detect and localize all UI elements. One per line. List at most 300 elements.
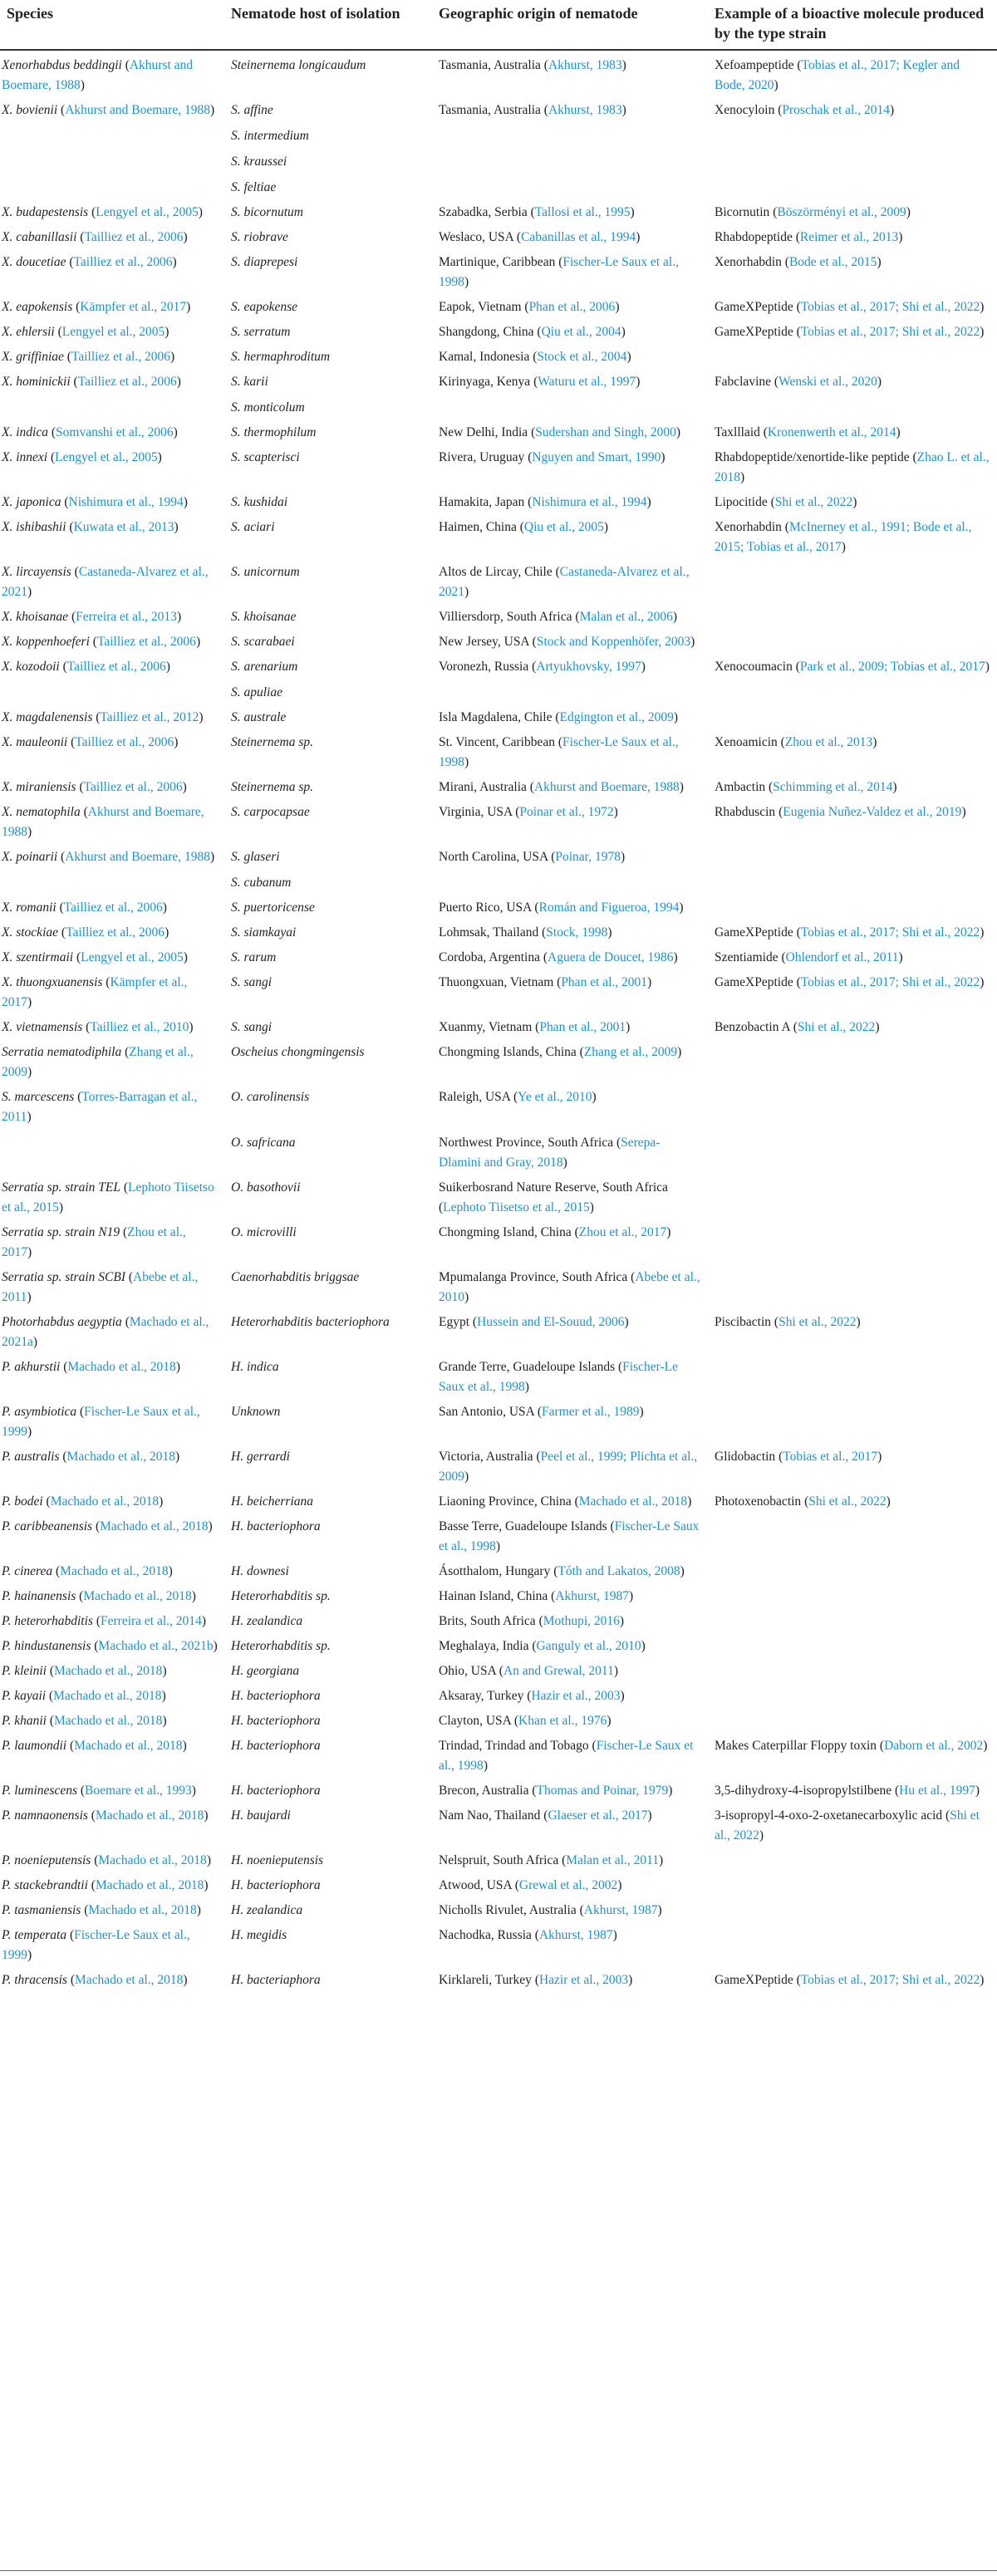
- species-name: X. thuongxuanensis: [2, 975, 103, 989]
- molecule-reference-link[interactable]: Tobias et al., 2017; Shi et al., 2022: [800, 975, 980, 989]
- origin-reference-link[interactable]: Thomas and Poinar, 1979: [536, 1784, 669, 1798]
- species-name: X. kozodoii: [2, 660, 60, 674]
- geographic-origin-cell: Haimen, China (Qiu et al., 2005): [439, 520, 609, 534]
- nematode-host-cell: [224, 488, 432, 513]
- origin-reference-link[interactable]: Akhurst, 1983: [548, 58, 622, 72]
- table-row: [0, 1557, 997, 1582]
- species-reference-link[interactable]: Machado et al., 2018: [83, 1589, 192, 1603]
- table-row: [0, 652, 997, 677]
- nematode-host-cell: [224, 1681, 432, 1706]
- table-row: [0, 867, 997, 893]
- origin-location: Ohio, USA: [439, 1664, 496, 1678]
- nematode-host-name: S. kraussei: [231, 155, 287, 169]
- nematode-host-cell: [224, 223, 432, 248]
- molecule-name: Xenoamicin: [715, 735, 778, 749]
- species-reference-link[interactable]: Tailliez et al., 2010: [90, 1020, 189, 1034]
- origin-reference-link[interactable]: Sudershan and Singh, 2000: [535, 425, 676, 439]
- molecule-reference-link[interactable]: Bode et al., 2015: [788, 255, 877, 269]
- molecule-reference-link[interactable]: Tobias et al., 2017; Shi et al., 2022: [800, 1973, 980, 1987]
- nematode-host-cell: [224, 1557, 432, 1582]
- species-reference-link[interactable]: Machado et al., 2018: [95, 1808, 204, 1823]
- origin-reference-link[interactable]: Akhurst, 1987: [583, 1903, 658, 1917]
- geographic-origin-cell: Altos de Lircay, Chile (Castaneda-Alvarez et al., 2021): [439, 565, 690, 599]
- nematode-host-name: H. noenieputensis: [231, 1853, 324, 1867]
- molecule-reference-link[interactable]: Zhao L. et al., 2018: [715, 450, 990, 484]
- origin-reference-link[interactable]: Phan et al., 2001: [561, 975, 648, 989]
- geographic-origin-cell: New Jersey, USA (Stock and Koppenhöfer, 2003): [439, 635, 695, 649]
- species-cell: P. bodei (Machado et al., 2018): [2, 1494, 164, 1509]
- table-row: [0, 943, 997, 968]
- nematode-host-cell: [224, 1607, 432, 1631]
- molecule-reference-link[interactable]: Kronenwerth et al., 2014: [767, 425, 896, 439]
- species-reference-link[interactable]: Machado et al., 2018: [60, 1564, 169, 1578]
- species-cell: Xenorhabdus beddingii (Akhurst and Boemare, 1988): [2, 58, 194, 92]
- molecule-reference-link[interactable]: Tobias et al., 2017; Shi et al., 2022: [800, 300, 980, 314]
- origin-reference-link[interactable]: Grewal et al., 2002: [518, 1878, 618, 1892]
- species-reference-link[interactable]: Akhurst and Boemare, 1988: [2, 805, 204, 839]
- species-reference-link[interactable]: Kämpfer et al., 2017: [2, 975, 188, 1009]
- table-header-row: [0, 0, 997, 50]
- species-reference-link[interactable]: Lengyel et al., 2005: [81, 950, 184, 964]
- geographic-origin-cell: Suikerbosrand Nature Reserve, South Africa (Lephoto Tiisetso et al., 2015): [439, 1180, 668, 1214]
- bioactive-molecule-cell: Xenocoumacin (Park et al., 2009; Tobias et al., 2017): [715, 660, 990, 674]
- origin-reference-link[interactable]: Stock, 1998: [546, 925, 608, 940]
- species-name: X. khoisanae: [2, 610, 69, 624]
- molecule-reference-link[interactable]: Daborn et al., 2002: [884, 1739, 984, 1753]
- species-cell: Serratia nematodiphila (Zhang et al., 2009): [2, 1045, 194, 1079]
- origin-reference-link[interactable]: Khan et al., 1976: [518, 1714, 607, 1728]
- bioactive-molecule-cell: [708, 342, 997, 367]
- nematode-host-cell: [224, 842, 432, 867]
- origin-location: Rivera, Uruguay: [439, 450, 525, 464]
- species-cell: Serratia sp. strain TEL (Lephoto Tiisetso et al., 2015): [2, 1180, 214, 1214]
- species-reference-link[interactable]: Tailliez et al., 2006: [77, 375, 177, 389]
- species-reference-link[interactable]: Machado et al., 2018: [53, 1689, 162, 1703]
- geographic-origin-cell: Basse Terre, Guadeloupe Islands (Fischer-Le Saux et al., 1998): [439, 1519, 700, 1553]
- origin-location: Mirani, Australia: [439, 780, 527, 794]
- species-reference-link[interactable]: Boemare et al., 1993: [85, 1784, 192, 1798]
- species-reference-link[interactable]: Lephoto Tiisetso et al., 2015: [2, 1180, 214, 1214]
- table-row: [0, 1776, 997, 1801]
- nematode-host-name: S. serratum: [231, 325, 291, 339]
- nematode-host-name: S. feltiae: [231, 180, 277, 194]
- origin-reference-link[interactable]: Román and Figueroa, 1994: [538, 900, 680, 915]
- molecule-name: Piscibactin: [715, 1315, 772, 1329]
- origin-reference-link[interactable]: Fischer-Le Saux et al., 1998: [439, 1360, 678, 1394]
- nematode-host-cell: [224, 1731, 432, 1776]
- molecule-reference-link[interactable]: Shi et al., 2022: [797, 1020, 876, 1034]
- origin-reference-link[interactable]: Hazir et al., 2003: [531, 1689, 621, 1703]
- bioactive-molecule-cell: GameXPeptide (Tobias et al., 2017; Shi et al., 2022): [715, 975, 985, 989]
- molecule-reference-link[interactable]: Wenski et al., 2020: [778, 375, 877, 389]
- origin-reference-link[interactable]: Peel et al., 1999; Plichta et al., 2009: [439, 1450, 698, 1484]
- molecule-reference-link[interactable]: Tobias et al., 2017; Kegler and Bode, 2020: [715, 58, 960, 92]
- species-reference-link[interactable]: Tailliez et al., 2006: [84, 230, 184, 244]
- molecule-reference-link[interactable]: Shi et al., 2022: [778, 1315, 857, 1329]
- origin-reference-link[interactable]: Akhurst and Boemare, 1988: [533, 780, 680, 794]
- molecule-reference-link[interactable]: Zhou et al., 2013: [784, 735, 873, 749]
- origin-reference-link[interactable]: Lephoto Tiisetso et al., 2015: [443, 1200, 590, 1214]
- species-cell: X. thuongxuanensis (Kämpfer et al., 2017): [2, 975, 188, 1009]
- origin-reference-link[interactable]: An and Grewal, 2011: [503, 1664, 614, 1678]
- nematode-host-cell: [224, 797, 432, 842]
- species-reference-link[interactable]: Tailliez et al., 2006: [75, 735, 174, 749]
- origin-reference-link[interactable]: Waturu et al., 1997: [538, 375, 636, 389]
- table-row: [0, 1173, 997, 1218]
- species-name: P. khanii: [2, 1714, 47, 1728]
- species-reference-link[interactable]: Akhurst and Boemare, 1988: [2, 58, 194, 92]
- nematode-host-cell: [224, 968, 432, 1013]
- origin-reference-link[interactable]: Malan et al., 2011: [566, 1853, 660, 1867]
- molecule-reference-link[interactable]: Proschak et al., 2014: [782, 103, 890, 117]
- bioactive-molecule-cell: Ambactin (Schimming et al., 2014): [715, 780, 897, 794]
- origin-reference-link[interactable]: Tallosi et al., 1995: [534, 205, 631, 219]
- molecule-reference-link[interactable]: Hu et al., 1997: [899, 1784, 975, 1798]
- geographic-origin-cell: Egypt (Hussein and El-Souud, 2006): [439, 1315, 629, 1329]
- origin-location: Nicholls Rivulet, Australia: [439, 1903, 577, 1917]
- molecule-reference-link[interactable]: Reimer et al., 2013: [799, 230, 899, 244]
- bioactive-molecule-cell: GameXPeptide (Tobias et al., 2017; Shi et al., 2022): [715, 300, 985, 314]
- species-name: S. marcescens: [2, 1090, 75, 1104]
- nematode-host-cell: [224, 627, 432, 652]
- table-row: [0, 968, 997, 1013]
- geographic-origin-cell: Puerto Rico, USA (Román and Figueroa, 1994): [439, 900, 684, 915]
- species-reference-link[interactable]: Akhurst and Boemare, 1988: [65, 850, 210, 864]
- bioactive-molecule-cell: [708, 1681, 997, 1706]
- nematode-host-name: S. australe: [231, 710, 287, 724]
- origin-reference-link[interactable]: Fischer-Le Saux et al., 1998: [439, 735, 679, 769]
- header-nematode-host: Nematode host of isolation: [224, 0, 432, 50]
- origin-reference-link[interactable]: Ganguly et al., 2010: [536, 1639, 641, 1653]
- origin-reference-link[interactable]: Malan et al., 2006: [579, 610, 673, 624]
- species-name: X. ehlersii: [2, 325, 55, 339]
- species-reference-link[interactable]: Machado et al., 2018: [54, 1714, 163, 1728]
- species-name: P. australis: [2, 1450, 60, 1464]
- table-row: [0, 1801, 997, 1846]
- species-cell: X. romanii (Tailliez et al., 2006): [2, 900, 167, 915]
- species-reference-link[interactable]: Tailliez et al., 2006: [96, 635, 196, 649]
- origin-reference-link[interactable]: Nishimura et al., 1994: [532, 495, 647, 509]
- table-row: [0, 1607, 997, 1631]
- species-reference-link[interactable]: Lengyel et al., 2005: [55, 450, 158, 464]
- species-reference-link[interactable]: Tailliez et al., 2006: [66, 925, 165, 940]
- origin-reference-link[interactable]: Serepa-Dlamini and Gray, 2018: [439, 1136, 661, 1170]
- species-reference-link[interactable]: Machado et al., 2021b: [98, 1639, 214, 1653]
- bioactive-molecule-cell: [708, 1582, 997, 1607]
- species-reference-link[interactable]: Kämpfer et al., 2017: [80, 300, 187, 314]
- geographic-origin-cell: Nicholls Rivulet, Australia (Akhurst, 1987): [439, 1903, 662, 1917]
- bioactive-molecule-cell: GameXPeptide (Tobias et al., 2017; Shi et al., 2022): [715, 325, 985, 339]
- molecule-name: Ambactin: [715, 780, 766, 794]
- molecule-reference-link[interactable]: Tobias et al., 2017; Shi et al., 2022: [800, 325, 980, 339]
- origin-reference-link[interactable]: Machado et al., 2018: [578, 1494, 688, 1509]
- nematode-host-cell: [224, 1582, 432, 1607]
- bioactive-molecule-cell: Makes Caterpillar Floppy toxin (Daborn et al., 2002): [715, 1739, 988, 1753]
- origin-location: Hamakita, Japan: [439, 495, 525, 509]
- species-reference-link[interactable]: Fischer-Le Saux et al., 1999: [2, 1928, 190, 1962]
- geographic-origin-cell: Chongming Island, China (Zhou et al., 2017): [439, 1225, 671, 1239]
- origin-reference-link[interactable]: Abebe et al., 2010: [439, 1270, 700, 1304]
- origin-reference-link[interactable]: Stock and Koppenhöfer, 2003: [536, 635, 691, 649]
- origin-reference-link[interactable]: Artyukhovsky, 1997: [536, 660, 641, 674]
- molecule-reference-link[interactable]: Shi et al., 2022: [808, 1494, 886, 1509]
- species-reference-link[interactable]: Somvanshi et al., 2006: [56, 425, 174, 439]
- origin-reference-link[interactable]: Nguyen and Smart, 1990: [532, 450, 661, 464]
- origin-reference-link[interactable]: Ye et al., 2010: [518, 1090, 592, 1104]
- nematode-host-name: Steinernema sp.: [231, 735, 314, 749]
- origin-reference-link[interactable]: Tóth and Lakatos, 2008: [557, 1564, 680, 1578]
- nematode-host-name: S. diaprepesi: [231, 255, 298, 269]
- table-row: [0, 1631, 997, 1656]
- nematode-host-cell: [224, 1487, 432, 1512]
- nematode-host-name: S. apuliae: [231, 685, 282, 699]
- nematode-host-name: Heterorhabditis sp.: [231, 1589, 331, 1603]
- molecule-reference-link[interactable]: Böszörményi et al., 2009: [777, 205, 906, 219]
- species-reference-link[interactable]: Zhou et al., 2017: [2, 1225, 186, 1259]
- table-row: [0, 627, 997, 652]
- nematode-host-name: H. megidis: [231, 1928, 287, 1942]
- geographic-origin-cell: [432, 120, 708, 146]
- bioactive-molecule-cell: [708, 1127, 997, 1173]
- species-cell: X. magdalenensis (Tailliez et al., 2012): [2, 710, 204, 724]
- origin-reference-link[interactable]: Farmer et al., 1989: [542, 1405, 640, 1419]
- species-name: P. asymbiotica: [2, 1405, 77, 1419]
- species-cell: [0, 172, 224, 198]
- bioactive-molecule-cell: Szentiamide (Ohlendorf et al., 2011): [715, 950, 903, 964]
- table-row: [0, 557, 997, 602]
- molecule-name: Fabclavine: [715, 375, 772, 389]
- species-reference-link[interactable]: Machado et al., 2018: [75, 1973, 184, 1987]
- species-name: P. kayaii: [2, 1689, 47, 1703]
- species-cell: [0, 120, 224, 146]
- species-cell: X. mauleonii (Tailliez et al., 2006): [2, 735, 179, 749]
- nematode-host-name: S. siamkayai: [231, 925, 297, 940]
- origin-reference-link[interactable]: Fischer-Le Saux et al., 1998: [439, 1739, 694, 1773]
- origin-reference-link[interactable]: Aguera de Doucet, 1986: [548, 950, 674, 964]
- geographic-origin-cell: Rivera, Uruguay (Nguyen and Smart, 1990): [439, 450, 665, 464]
- species-cell: P. hindustanensis (Machado et al., 2021b): [2, 1639, 218, 1653]
- table-row: [0, 773, 997, 797]
- species-reference-link[interactable]: Tailliez et al., 2006: [66, 660, 166, 674]
- species-cell: X. innexi (Lengyel et al., 2005): [2, 450, 162, 464]
- table-row: [0, 1965, 997, 1992]
- species-cell: P. laumondii (Machado et al., 2018): [2, 1739, 187, 1753]
- nematode-host-cell: [224, 1631, 432, 1656]
- species-reference-link[interactable]: Kuwata et al., 2013: [73, 520, 174, 534]
- species-reference-link[interactable]: Fischer-Le Saux et al., 1999: [2, 1405, 200, 1439]
- species-reference-link[interactable]: Ferreira et al., 2014: [101, 1614, 202, 1628]
- nematode-host-cell: [224, 1038, 432, 1082]
- molecule-name: GameXPeptide: [715, 300, 793, 314]
- species-name: P. cinerea: [2, 1564, 53, 1578]
- species-cell: X. nematophila (Akhurst and Boemare, 1988): [2, 805, 204, 839]
- table-row: [0, 1921, 997, 1965]
- geographic-origin-cell: New Delhi, India (Sudershan and Singh, 2000): [439, 425, 681, 439]
- origin-reference-link[interactable]: Zhou et al., 2017: [578, 1225, 667, 1239]
- species-name: Serratia sp. strain TEL: [2, 1180, 120, 1195]
- molecule-reference-link[interactable]: Ohlendorf et al., 2011: [785, 950, 899, 964]
- species-reference-link[interactable]: Machado et al., 2018: [88, 1903, 197, 1917]
- geographic-origin-cell: Kirinyaga, Kenya (Waturu et al., 1997): [439, 375, 641, 389]
- species-reference-link[interactable]: Machado et al., 2018: [98, 1853, 207, 1867]
- molecule-reference-link[interactable]: Schimming et al., 2014: [773, 780, 893, 794]
- geographic-origin-cell: Szabadka, Serbia (Tallosi et al., 1995): [439, 205, 635, 219]
- geographic-origin-cell: Weslaco, USA (Cabanillas et al., 1994): [439, 230, 641, 244]
- species-reference-link[interactable]: Machado et al., 2018: [50, 1494, 160, 1509]
- origin-reference-link[interactable]: Edgington et al., 2009: [559, 710, 674, 724]
- species-name: Serratia sp. strain SCBI: [2, 1270, 125, 1284]
- species-reference-link[interactable]: Machado et al., 2018: [74, 1739, 183, 1753]
- species-reference-link[interactable]: Machado et al., 2018: [67, 1360, 176, 1374]
- species-name: X. japonica: [2, 495, 61, 509]
- species-name: P. laumondii: [2, 1739, 67, 1753]
- geographic-origin-cell: Aksaray, Turkey (Hazir et al., 2003): [439, 1689, 625, 1703]
- origin-reference-link[interactable]: Qiu et al., 2005: [523, 520, 604, 534]
- origin-reference-link[interactable]: Poinar, 1978: [555, 850, 621, 864]
- species-reference-link[interactable]: Machado et al., 2018: [100, 1519, 209, 1533]
- geographic-origin-cell: Mirani, Australia (Akhurst and Boemare, 1988): [439, 780, 684, 794]
- molecule-reference-link[interactable]: McInerney et al., 1991; Bode et al., 2015; Tobias et al., 2017: [715, 520, 972, 554]
- geographic-origin-cell: North Carolina, USA (Poinar, 1978): [439, 850, 626, 864]
- origin-reference-link[interactable]: Phan et al., 2006: [528, 300, 616, 314]
- species-name: P. namnaonensis: [2, 1808, 88, 1823]
- nematode-host-name: H. zealandica: [231, 1614, 303, 1628]
- species-name: X. eapokensis: [2, 300, 73, 314]
- origin-reference-link[interactable]: Hussein and El-Souud, 2006: [477, 1315, 625, 1329]
- origin-reference-link[interactable]: Akhurst, 1983: [548, 103, 622, 117]
- origin-reference-link[interactable]: Qiu et al., 2004: [541, 325, 621, 339]
- species-reference-link[interactable]: Tailliez et al., 2006: [83, 780, 183, 794]
- bioactive-molecule-cell: [708, 557, 997, 602]
- bioactive-molecule-cell: Fabclavine (Wenski et al., 2020): [715, 375, 882, 389]
- species-reference-link[interactable]: Tailliez et al., 2006: [63, 900, 163, 915]
- species-reference-link[interactable]: Zhang et al., 2009: [2, 1045, 194, 1079]
- nematode-host-cell: [224, 172, 432, 198]
- species-reference-link[interactable]: Machado et al., 2018: [66, 1450, 175, 1464]
- molecule-name: Xenorhabdin: [715, 255, 782, 269]
- species-cell: X. griffiniae (Tailliez et al., 2006): [2, 350, 175, 364]
- species-reference-link[interactable]: Tailliez et al., 2006: [73, 255, 173, 269]
- origin-reference-link[interactable]: Fischer-Le Saux et al., 1998: [439, 1519, 700, 1553]
- species-cell: X. cabanillasii (Tailliez et al., 2006): [2, 230, 188, 244]
- species-reference-link[interactable]: Torres-Barragan et al., 2011: [2, 1090, 198, 1124]
- molecule-reference-link[interactable]: Shi et al., 2022: [715, 1808, 980, 1842]
- origin-reference-link[interactable]: Glaeser et al., 2017: [548, 1808, 648, 1823]
- origin-location: Isla Magdalena, Chile: [439, 710, 553, 724]
- molecule-name: Rhabdopeptide/xenortide-like peptide: [715, 450, 910, 464]
- origin-reference-link[interactable]: Zhang et al., 2009: [583, 1045, 678, 1059]
- species-reference-link[interactable]: Ferreira et al., 2013: [76, 610, 177, 624]
- species-reference-link[interactable]: Machado et al., 2018: [95, 1878, 204, 1892]
- nematode-host-name: H. gerrardi: [231, 1450, 290, 1464]
- nematode-host-name: H. zealandica: [231, 1903, 303, 1917]
- origin-reference-link[interactable]: Fischer-Le Saux et al., 1998: [439, 255, 679, 289]
- table-row: [0, 1731, 997, 1776]
- nematode-host-cell: [224, 1173, 432, 1218]
- species-name: X. stockiae: [2, 925, 59, 940]
- origin-reference-link[interactable]: Mothupi, 2016: [543, 1614, 620, 1628]
- species-reference-link[interactable]: Lengyel et al., 2005: [96, 205, 199, 219]
- bioactive-molecule-cell: Rhabdopeptide/xenortide-like peptide (Zhao L. et al., 2018): [715, 450, 990, 484]
- nematode-host-name: H. downesi: [231, 1564, 289, 1578]
- species-reference-link[interactable]: Akhurst and Boemare, 1988: [65, 103, 210, 117]
- species-reference-link[interactable]: Tailliez et al., 2012: [100, 710, 199, 724]
- origin-reference-link[interactable]: Poinar et al., 1972: [519, 805, 614, 819]
- species-cell: P. hainanensis (Machado et al., 2018): [2, 1589, 196, 1603]
- species-name: X. koppenhoeferi: [2, 635, 90, 649]
- molecule-name: Rhabdopeptide: [715, 230, 793, 244]
- molecule-reference-link[interactable]: Tobias et al., 2017; Shi et al., 2022: [800, 925, 980, 940]
- molecule-name: GameXPeptide: [715, 975, 793, 989]
- origin-location: Virginia, USA: [439, 805, 513, 819]
- molecule-name: Szentiamide: [715, 950, 778, 964]
- molecule-name: Xenocoumacin: [715, 660, 793, 674]
- species-reference-link[interactable]: Machado et al., 2018: [54, 1664, 163, 1678]
- nematode-host-name: S. kushidai: [231, 495, 288, 509]
- molecule-reference-link[interactable]: Shi et al., 2022: [774, 495, 853, 509]
- species-cell: P. caribbeanensis (Machado et al., 2018): [2, 1519, 213, 1533]
- nematode-host-cell: [224, 1776, 432, 1801]
- species-reference-link[interactable]: Castaneda-Alvarez et al., 2021: [2, 565, 209, 599]
- molecule-reference-link[interactable]: Park et al., 2009; Tobias et al., 2017: [799, 660, 985, 674]
- origin-reference-link[interactable]: Cabanillas et al., 1994: [521, 230, 636, 244]
- nematode-host-cell: [224, 1013, 432, 1038]
- species-cell: [0, 146, 224, 172]
- species-name: Serratia sp. strain N19: [2, 1225, 120, 1239]
- species-reference-link[interactable]: Lengyel et al., 2005: [61, 325, 165, 339]
- origin-location: Weslaco, USA: [439, 230, 514, 244]
- table-row: [0, 1082, 997, 1127]
- molecule-reference-link[interactable]: Tobias et al., 2017: [783, 1450, 878, 1464]
- origin-location: Kirinyaga, Kenya: [439, 375, 531, 389]
- geographic-origin-cell: Virginia, USA (Poinar et al., 1972): [439, 805, 618, 819]
- origin-reference-link[interactable]: Akhurst, 1987: [555, 1589, 630, 1603]
- bioactive-molecule-cell: [708, 1607, 997, 1631]
- bioactive-molecule-cell: [708, 172, 997, 198]
- species-name: P. akhurstii: [2, 1360, 61, 1374]
- nematode-host-cell: [224, 918, 432, 943]
- geographic-origin-cell: Ásotthalom, Hungary (Tóth and Lakatos, 2008): [439, 1564, 685, 1578]
- origin-reference-link[interactable]: Castaneda-Alvarez et al., 2021: [439, 565, 690, 599]
- molecule-reference-link[interactable]: Eugenia Nuñez-Valdez et al., 2019: [783, 805, 962, 819]
- nematode-host-name: S. intermedium: [231, 129, 309, 143]
- table-row: [0, 513, 997, 557]
- origin-reference-link[interactable]: Stock et al., 2004: [537, 350, 627, 364]
- species-reference-link[interactable]: Nishimura et al., 1994: [68, 495, 184, 509]
- origin-reference-link[interactable]: Akhurst, 1987: [538, 1928, 613, 1942]
- geographic-origin-cell: Victoria, Australia (Peel et al., 1999; Plichta et al., 2009): [439, 1450, 698, 1484]
- nematode-host-cell: [224, 392, 432, 418]
- bioactive-molecule-cell: Xenocyloin (Proschak et al., 2014): [715, 103, 895, 117]
- species-reference-link[interactable]: Machado et al., 2021a: [2, 1315, 209, 1349]
- nematode-host-cell: [224, 120, 432, 146]
- species-reference-link[interactable]: Abebe et al., 2011: [2, 1270, 199, 1304]
- species-cell: X. szentirmaii (Lengyel et al., 2005): [2, 950, 188, 964]
- geographic-origin-cell: Cordoba, Argentina (Aguera de Doucet, 1986): [439, 950, 678, 964]
- nematode-host-name: H. bacteriaphora: [231, 1973, 321, 1987]
- table-row: [0, 1218, 997, 1263]
- origin-reference-link[interactable]: Phan et al., 2001: [539, 1020, 626, 1034]
- species-cell: Photorhabdus aegyptia (Machado et al., 2021a): [2, 1315, 209, 1349]
- origin-reference-link[interactable]: Hazir et al., 2003: [538, 1973, 629, 1987]
- geographic-origin-cell: St. Vincent, Caribbean (Fischer-Le Saux et al., 1998): [439, 735, 679, 769]
- nematode-host-cell: [224, 1871, 432, 1896]
- species-name: P. thracensis: [2, 1973, 67, 1987]
- nematode-host-name: S. thermophilum: [231, 425, 317, 439]
- species-reference-link[interactable]: Tailliez et al., 2006: [71, 350, 170, 364]
- bioactive-molecule-cell: [708, 627, 997, 652]
- bioactive-molecule-cell: [708, 1397, 997, 1442]
